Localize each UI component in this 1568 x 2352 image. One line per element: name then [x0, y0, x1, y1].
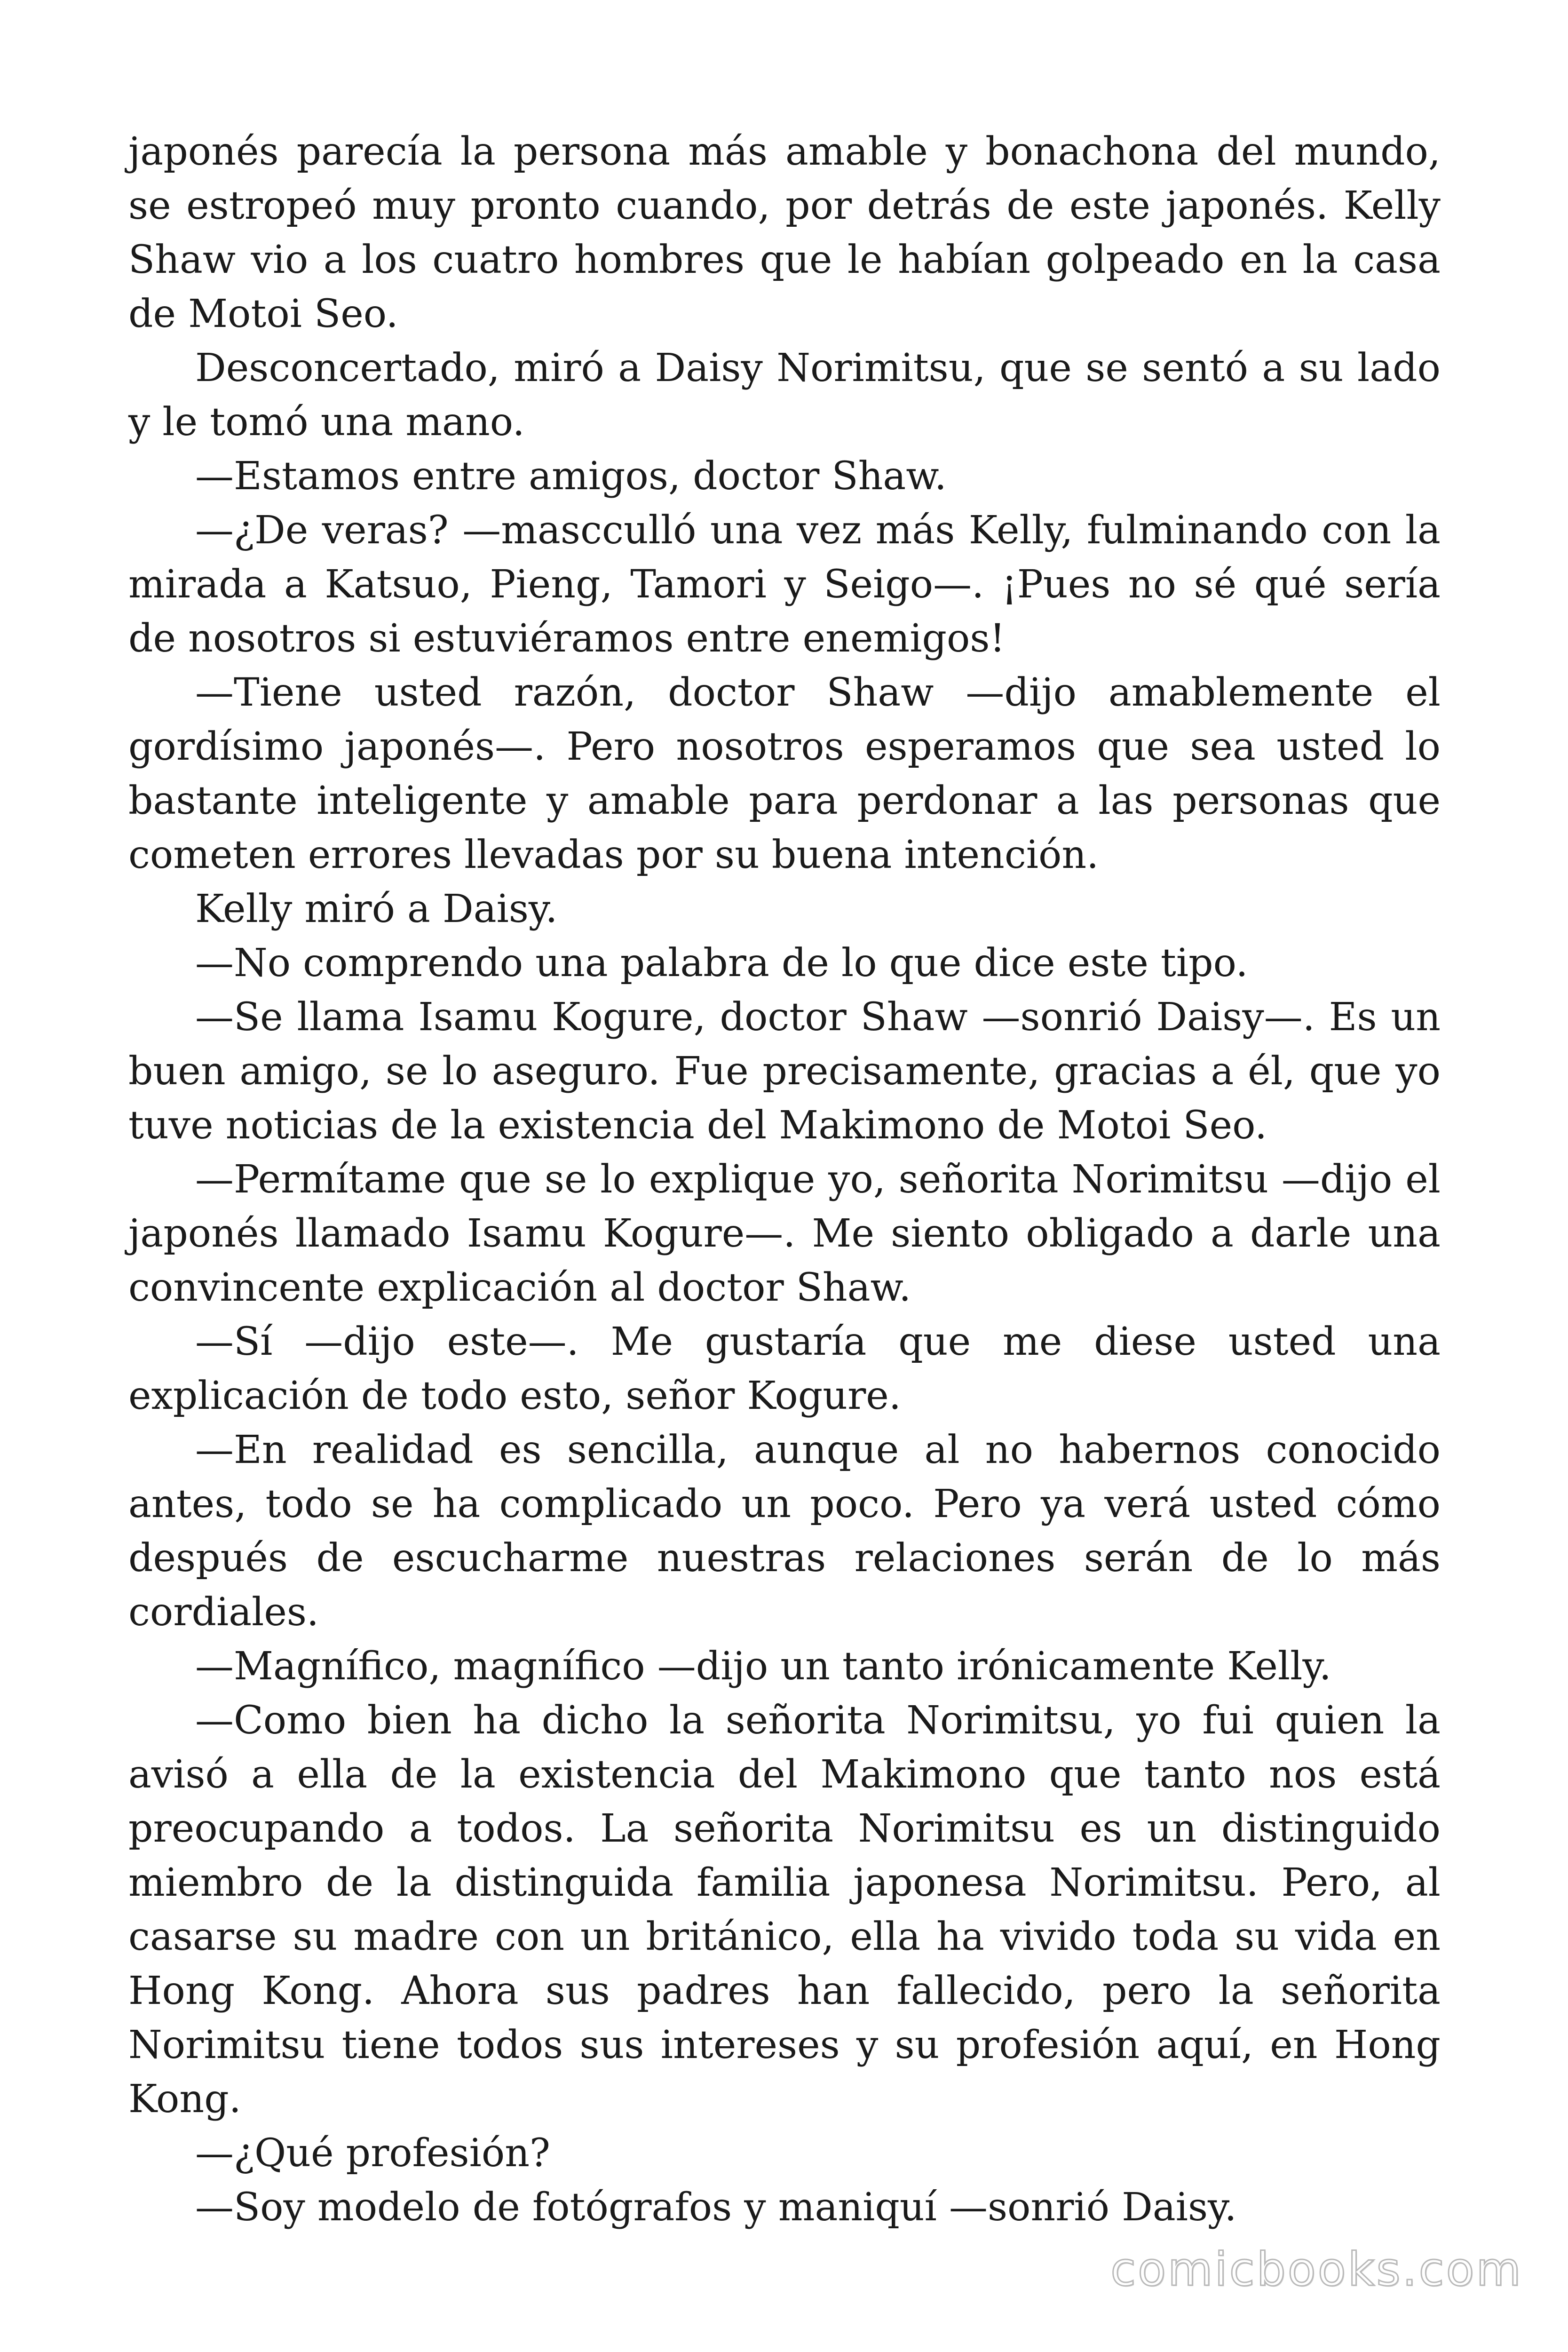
paragraph-15: —Soy modelo de fotógrafos y maniquí —sonrió Daisy.: [195, 2185, 1237, 2230]
paragraph-2: Desconcertado, miró a Daisy Norimitsu, que se sentó a su lado y le tomó una mano.: [128, 346, 1441, 445]
paragraph-14: —¿Qué profesión?: [195, 2131, 550, 2176]
paragraph-10: —Sí —dijo este—. Me gustaría que me diese usted una explicación de todo esto, señor Kogure.: [128, 1319, 1441, 1418]
paragraph-11: —En realidad es sencilla, aunque al no habernos conocido antes, todo se ha complicado un poco. Pero ya verá usted cómo después de escucharme nuestras relaciones serán de lo más cordiales.: [128, 1428, 1441, 1635]
paragraph-12: —Magnífico, magnífico —dijo un tanto irónicamente Kelly.: [195, 1644, 1331, 1689]
paragraph-7: —No comprendo una palabra de lo que dice este tipo.: [195, 941, 1248, 985]
paragraph-6: Kelly miró a Daisy.: [195, 887, 558, 931]
paragraph-3: —Estamos entre amigos, doctor Shaw.: [195, 454, 947, 499]
paragraph-8: —Se llama Isamu Kogure, doctor Shaw —sonrió Daisy—. Es un buen amigo, se lo aseguro. Fue precisamente, gracias a él, que yo tuve noticias de la existencia del Makimono de Motoi Seo.: [128, 995, 1441, 1148]
paragraph-4: —¿De veras? —mascculló una vez más Kelly, fulminando con la mirada a Katsuo, Pieng, Tamori y Seigo—. ¡Pues no sé qué sería de nosotros si estuviéramos entre enemigos!: [128, 508, 1441, 661]
paragraph-13: —Como bien ha dicho la señorita Norimitsu, yo fui quien la avisó a ella de la existencia del Makimono que tanto nos está preocupando a todos. La señorita Norimitsu es un distinguido miembro de la distinguida familia japonesa Norimitsu. Pero, al casarse su madre con un británico, ella ha vivido toda su vida en Hong Kong. Ahora sus padres han fallecido, pero la señorita Norimitsu tiene todos sus intereses y su profesión aquí, en Hong Kong.: [128, 1698, 1441, 2122]
paragraph-1: japonés parecía la persona más amable y bonachona del mundo, se estropeó muy pronto cuando, por detrás de este japonés. Kelly Shaw vio a los cuatro hombres que le habían golpeado en la casa de Motoi Seo.: [128, 129, 1441, 336]
book-page-text: [128, 125, 1441, 2234]
paragraph-9: —Permítame que se lo explique yo, señorita Norimitsu —dijo el japonés llamado Isamu Kogure—. Me siento obligado a darle una convincente explicación al doctor Shaw.: [128, 1157, 1441, 1310]
watermark-logo: comicbooks.com: [1110, 2243, 1523, 2296]
paragraph-5: —Tiene usted razón, doctor Shaw —dijo amablemente el gordísimo japonés—. Pero nosotros esperamos que sea usted lo bastante inteligente y amable para perdonar a las personas que cometen errores llevadas por su buena intención.: [128, 670, 1441, 877]
